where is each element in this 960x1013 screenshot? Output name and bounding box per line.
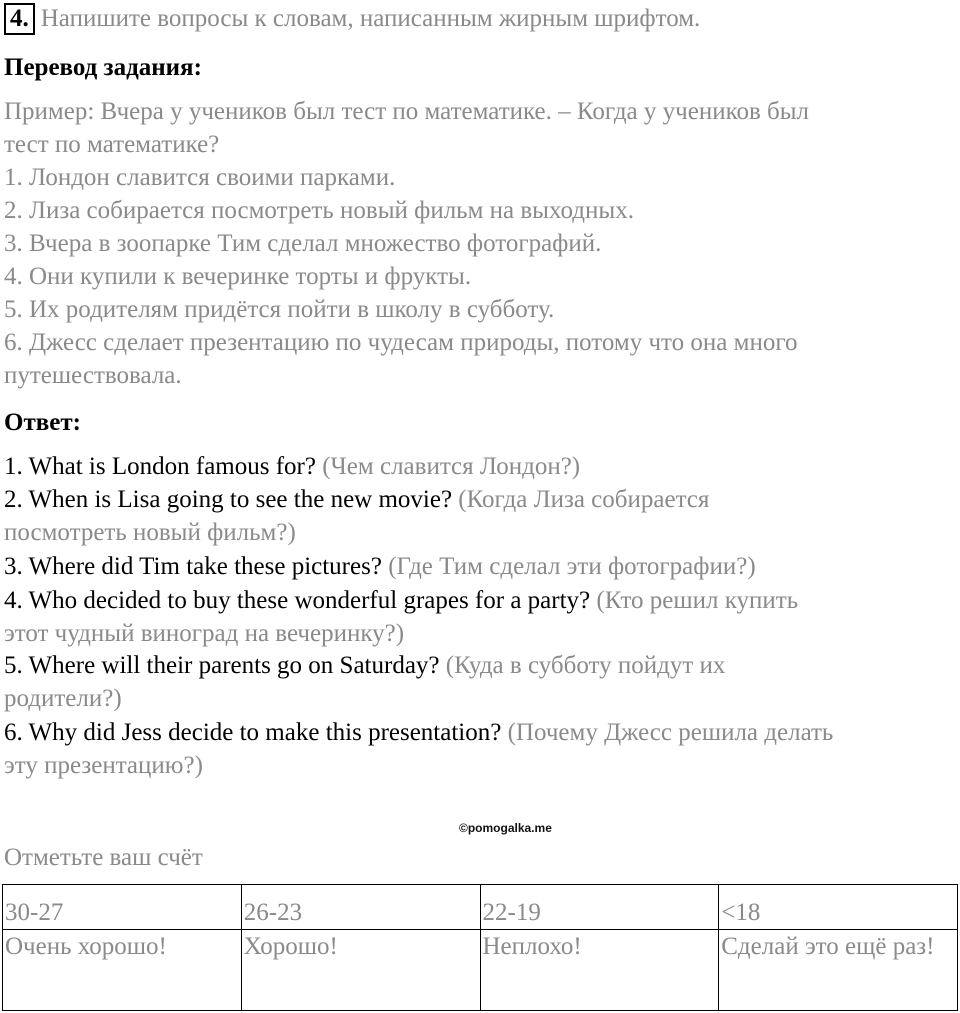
translation-line: 6. Джесс сделает презентацию по чудесам природы, потому что она много xyxy=(4,329,798,356)
answer-translation: (Куда в субботу пойдут их xyxy=(439,652,726,679)
score-rating: Неплохо! xyxy=(480,930,719,1011)
score-rating: Очень хорошо! xyxy=(3,930,242,1011)
answer-translation: (Кто решил купить xyxy=(590,587,799,614)
answer-translation: (Почему Джесс решила делать xyxy=(501,719,834,746)
task-instruction: Напишите вопросы к словам, написанным жирным шрифтом. xyxy=(40,5,701,32)
score-rating: Хорошо! xyxy=(241,930,480,1011)
task-number: 4. xyxy=(4,3,35,35)
answer-question: 4. Who decided to buy these wonderful grapes for a party? xyxy=(4,587,591,614)
answer-translation-cont: посмотреть новый фильм?) xyxy=(4,519,296,546)
answer-heading: Ответ: xyxy=(4,409,81,436)
score-range: 26-23 xyxy=(241,885,480,930)
answer-question: 6. Why did Jess decide to make this presentation? xyxy=(4,719,502,746)
answer-question: 5. Where will their parents go on Saturday? xyxy=(4,652,440,679)
answer-item xyxy=(4,584,798,617)
answer-translation-cont: этот чудный виноград на вечеринку?) xyxy=(4,620,405,647)
translation-line: 1. Лондон славится своими парками. xyxy=(4,164,396,191)
watermark: ©pomogalka.me xyxy=(459,821,552,835)
translation-heading: Перевод задания: xyxy=(4,54,202,81)
answer-item xyxy=(4,483,709,516)
translation-line: Пример: Вчера у учеников был тест по математике. – Когда у учеников был xyxy=(4,98,810,125)
answer-translation-cont: родители?) xyxy=(4,685,122,712)
translation-line: 3. Вчера в зоопарке Тим сделал множество фотографий. xyxy=(4,230,602,257)
score-rating-row xyxy=(3,930,958,1011)
answer-translation-cont: эту презентацию?) xyxy=(4,752,203,779)
score-range: <18 xyxy=(719,885,958,930)
answer-item xyxy=(4,450,580,483)
score-rating: Сделай это ещё раз! xyxy=(719,930,958,1011)
score-table xyxy=(2,884,958,1011)
score-range: 30-27 xyxy=(3,885,242,930)
translation-line: 5. Их родителям придётся пойти в школу в субботу. xyxy=(4,296,555,323)
translation-line: путешествовала. xyxy=(4,362,182,389)
answer-translation: (Чем славится Лондон?) xyxy=(315,453,581,480)
task-header xyxy=(4,2,700,35)
translation-line: 2. Лиза собирается посмотреть новый фильм на выходных. xyxy=(4,197,634,224)
answer-item xyxy=(4,550,756,583)
score-label: Отметьте ваш счёт xyxy=(4,844,203,871)
score-range: 22-19 xyxy=(480,885,719,930)
translation-line: тест по математике? xyxy=(4,131,220,158)
score-range-row xyxy=(3,885,958,930)
answer-question: 2. When is Lisa going to see the new movie? xyxy=(4,486,453,513)
answer-translation: (Где Тим сделал эти фотографии?) xyxy=(381,553,756,580)
translation-line: 4. Они купили к вечеринке торты и фрукты. xyxy=(4,263,472,290)
answer-translation: (Когда Лиза собирается xyxy=(452,486,710,513)
answer-item xyxy=(4,649,725,682)
answer-question: 3. Where did Tim take these pictures? xyxy=(4,553,382,580)
answer-question: 1. What is London famous for? xyxy=(4,453,316,480)
answer-item xyxy=(4,716,833,749)
